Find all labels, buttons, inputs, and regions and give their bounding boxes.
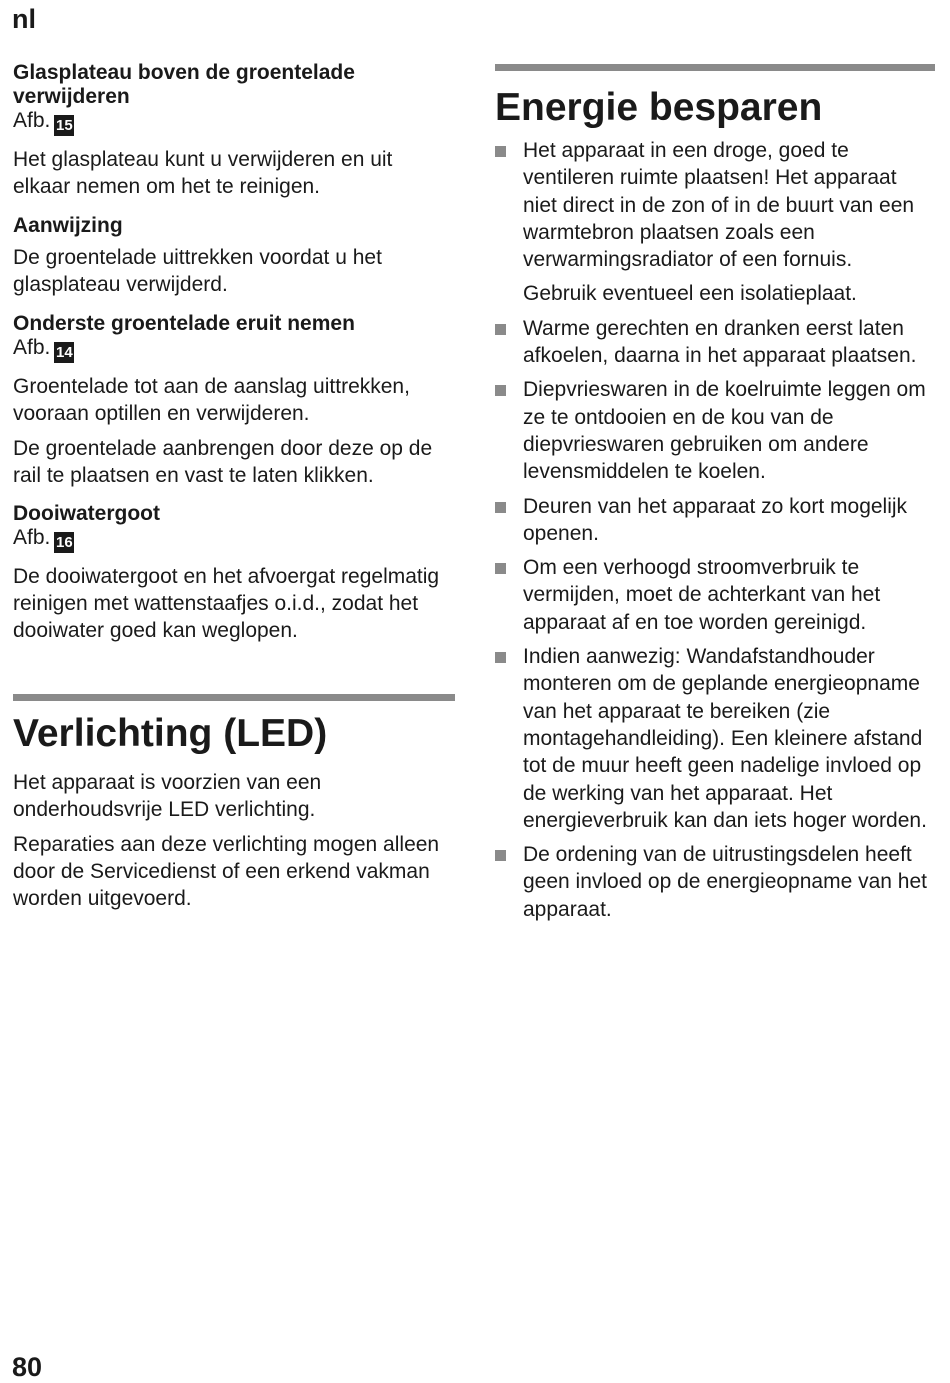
paragraph: De dooiwatergoot en het afvoergat regelmatig reinigen met wattenstaafjes o.i.d., zodat het dooiwater goed kan weglopen.	[13, 565, 440, 642]
list-item-text: Warme gerechten en dranken eerst laten afkoelen, daarna in het apparaat plaatsen.	[523, 316, 917, 368]
heading-energie-besparen: Energie besparen	[495, 86, 823, 129]
square-bullet-icon	[495, 385, 506, 396]
list-item	[495, 841, 935, 923]
square-bullet-icon	[495, 563, 506, 574]
square-bullet-icon	[495, 146, 506, 157]
right-column	[495, 64, 935, 923]
language-code: nl	[12, 4, 36, 34]
list-item	[495, 643, 935, 834]
figure-reference	[13, 526, 455, 553]
list-item-text: De ordening van de uitrustingsdelen heeft geen invloed op de energieopname van het apparaat.	[523, 843, 927, 921]
figure-label: Afb.	[13, 526, 51, 549]
square-bullet-icon	[495, 502, 506, 513]
paragraph: De groentelade aanbrengen door deze op de rail te plaatsen en vast te laten klikken.	[13, 437, 433, 487]
list-item-text: Indien aanwezig: Wandafstandhouder monteren om de geplande energieopname van het apparaat te bereiken (zie montagehandleiding). Een kleinere afstand tot de muur heeft geen nadelige invloed op de werking van het apparaat. Het energieverbruik kan dan iets hoger worden.	[523, 645, 927, 832]
square-bullet-icon	[495, 324, 506, 335]
paragraph: Het glasplateau kunt u verwijderen en uit elkaar nemen om het te reinigen.	[13, 148, 393, 198]
heading-verlichting: Verlichting (LED)	[13, 712, 328, 755]
figure-number-badge: 16	[56, 534, 73, 551]
figure-number-badge: 15	[56, 117, 73, 134]
list-item-text: Diepvrieswaren in de koelruimte leggen om ze te ontdooien en de kou van de diepvrieswaren gebruiken om andere levensmiddelen te koelen.	[523, 378, 926, 484]
paragraph: Reparaties aan deze verlichting mogen alleen door de Servicedienst of een erkend vakman worden uitgevoerd.	[13, 833, 440, 910]
section-title-dooiwatergoot: Dooiwatergoot	[13, 502, 160, 525]
figure-reference	[13, 336, 455, 363]
figure-label: Afb.	[13, 336, 51, 359]
paragraph: De groentelade uittrekken voordat u het glasplateau verwijderd.	[13, 246, 382, 296]
page-number: 80	[12, 1352, 43, 1382]
list-item	[495, 137, 935, 308]
figure-number-badge: 14	[56, 344, 73, 361]
section-title-glasplateau: Glasplateau boven de groentelade verwijderen	[13, 61, 355, 108]
list-item-note: Gebruik eventueel een isolatieplaat.	[523, 282, 857, 306]
figure-reference	[13, 109, 455, 136]
section-divider	[495, 64, 935, 71]
paragraph: Het apparaat is voorzien van een onderhoudsvrije LED verlichting.	[13, 771, 322, 821]
list-item-text: Om een verhoogd stroomverbruik te vermijden, moet de achterkant van het apparaat af en toe worden gereinigd.	[523, 556, 881, 634]
figure-label: Afb.	[13, 109, 51, 132]
list-item	[495, 554, 935, 636]
square-bullet-icon	[495, 652, 506, 663]
left-column	[13, 61, 455, 912]
list-item	[495, 493, 935, 548]
square-bullet-icon	[495, 850, 506, 861]
paragraph: Groentelade tot aan de aanslag uittrekken, vooraan optillen en verwijderen.	[13, 375, 410, 425]
list-item-text: Het apparaat in een droge, goed te ventileren ruimte plaatsen! Het apparaat niet direct in de zon of in de buurt van een warmtebron plaatsen zoals een verwarmingsradiator of een fornuis.	[523, 139, 915, 272]
section-title-groentelade: Onderste groentelade eruit nemen	[13, 312, 355, 335]
bullet-list	[495, 137, 935, 923]
section-title-aanwijzing: Aanwijzing	[13, 214, 123, 237]
list-item	[495, 376, 935, 485]
list-item-text: Deuren van het apparaat zo kort mogelijk openen.	[523, 494, 908, 545]
list-item	[495, 315, 935, 370]
section-divider	[13, 694, 455, 701]
